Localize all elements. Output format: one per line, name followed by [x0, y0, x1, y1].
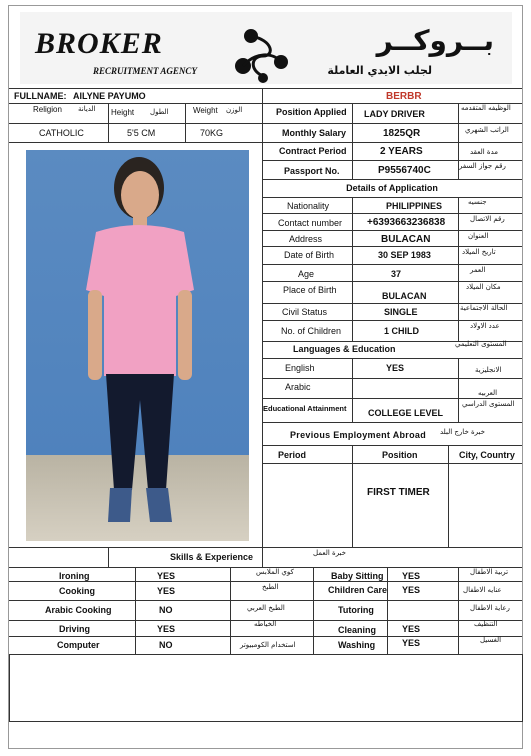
religion-value: CATHOLIC	[39, 128, 84, 138]
skill-label-ar: الطبخ	[262, 583, 279, 591]
skill-label: Arabic Cooking	[45, 605, 112, 615]
arabic-title: بــروكــر	[376, 24, 494, 57]
height-label: Height	[111, 108, 135, 117]
detail-label: No. of Children	[281, 326, 342, 336]
logo-icon	[233, 26, 295, 84]
weight-value: 70KG	[200, 128, 224, 138]
skill-label-ar: الطبخ العربي	[247, 604, 285, 612]
religion-label: Religion	[33, 105, 62, 114]
salary-label: Monthly Salary	[282, 128, 347, 138]
skill-value: NO	[159, 640, 173, 650]
contract-label-ar: مدة العقد	[470, 148, 498, 156]
detail-label: Place of Birth	[283, 285, 337, 295]
detail-label: Age	[298, 269, 315, 279]
detail-value: BULACAN	[381, 234, 431, 245]
skill-value: YES	[157, 571, 176, 581]
detail-value: SINGLE	[384, 307, 418, 317]
skill-label-ar: رعاية الاطفال	[470, 604, 510, 612]
passport-label: Passport No.	[284, 166, 340, 176]
skill-label-ar: الخياطه	[254, 620, 277, 628]
skill-value: YES	[402, 624, 421, 634]
passport-label-ar: رقم جواز السفر	[459, 162, 506, 170]
applicant-photo	[26, 150, 249, 541]
detail-label-ar: العنوان	[468, 232, 489, 240]
detail-value: BULACAN	[382, 291, 427, 301]
skills-heading: Skills & Experience	[170, 552, 254, 562]
employment-col-period: Period	[278, 450, 307, 460]
education-label: Educational Attainment	[263, 404, 347, 413]
weight-label: Weight	[193, 106, 218, 115]
detail-label: Civil Status	[282, 307, 328, 317]
contract-label: Contract Period	[279, 146, 347, 156]
weight-label-ar: الوزن	[226, 106, 243, 114]
fullname-label: FULLNAME:	[14, 91, 67, 101]
skill-label-ar: تربية الاطفال	[470, 568, 509, 576]
brand-title: BROKER	[35, 27, 163, 60]
skill-label-ar: كوي الملابس	[256, 568, 294, 576]
skill-label: Computer	[57, 640, 100, 650]
details-heading: Details of Application	[346, 183, 438, 193]
education-label-ar: المستوى الدراسي	[462, 400, 515, 408]
fullname-value: AILYNE PAYUMO	[73, 91, 146, 101]
detail-label-ar: رقم الاتصال	[470, 215, 505, 223]
employment-entry: FIRST TIMER	[367, 487, 430, 498]
skill-label: Washing	[338, 640, 376, 650]
skill-value: YES	[157, 586, 176, 596]
skill-label-ar: الغسيل	[480, 636, 502, 644]
arabic-label-ar: العربيه	[478, 389, 498, 397]
salary-label-ar: الراتب الشهري	[465, 126, 509, 134]
detail-value: 37	[391, 269, 402, 279]
position-label-ar: الوظيفه المتقدمه	[461, 104, 511, 112]
languages-heading: Languages & Education	[293, 344, 396, 354]
skill-label-ar: عنايه الاطفال	[463, 586, 502, 594]
english-value: YES	[386, 363, 405, 373]
skill-label: Baby Sitting	[331, 571, 384, 581]
religion-label-ar: الديانة	[78, 105, 96, 113]
english-label-ar: الانجليزية	[475, 366, 502, 374]
arabic-subtitle: لجلب الايدي العاملة	[327, 64, 432, 77]
english-label: English	[285, 363, 315, 373]
person-figure-icon	[26, 150, 249, 541]
detail-label-ar: عدد الاولاد	[470, 322, 500, 330]
languages-heading-ar: المستوى التعليمي	[455, 340, 507, 348]
salary-value: 1825QR	[383, 128, 421, 139]
skill-label-ar: استخدام الكومبيوتر	[240, 641, 296, 649]
contract-value: 2 YEARS	[380, 146, 423, 157]
skill-label: Cleaning	[338, 625, 377, 635]
skills-heading-ar: خبرة العمل	[313, 549, 346, 557]
employment-col-city: City, Country	[459, 450, 515, 460]
education-value: COLLEGE LEVEL	[368, 408, 444, 418]
height-value: 5'5 CM	[127, 128, 156, 138]
detail-value: PHILIPPINES	[386, 201, 443, 211]
skill-label: Cooking	[59, 586, 95, 596]
skill-value: YES	[157, 624, 176, 634]
detail-label: Date of Birth	[284, 250, 335, 260]
brand-subtitle: RECRUITMENT AGENCY	[93, 66, 197, 76]
height-label-ar: الطول	[150, 108, 169, 116]
detail-label: Contact number	[278, 218, 343, 228]
detail-label-ar: تاريخ الميلاد	[462, 248, 496, 256]
skill-value: YES	[402, 585, 421, 595]
skill-value: YES	[402, 571, 421, 581]
detail-label: Nationality	[287, 201, 330, 211]
header	[20, 12, 512, 84]
detail-value: +6393663236838	[367, 217, 446, 228]
detail-label-ar: العمر	[470, 266, 486, 274]
position-value: LADY DRIVER	[364, 109, 425, 119]
skill-label: Children Care	[328, 585, 388, 595]
position-label: Position Applied	[276, 107, 347, 117]
skill-label: Tutoring	[338, 605, 374, 615]
detail-value: 30 SEP 1983	[378, 250, 431, 260]
passport-value: P9556740C	[378, 165, 431, 176]
employment-heading-ar: خبرة خارج البلد	[440, 428, 485, 436]
skill-label-ar: التنظيف	[474, 620, 498, 628]
detail-label-ar: الحالة الاجتماعية	[460, 304, 508, 312]
skill-label: Ironing	[59, 571, 90, 581]
arabic-label: Arabic	[285, 382, 311, 392]
skill-value: YES	[402, 638, 421, 648]
skill-value: NO	[159, 605, 173, 615]
detail-value: 1 CHILD	[384, 326, 420, 336]
employment-heading: Previous Employment Abroad	[290, 430, 426, 440]
remarks-box	[9, 654, 523, 722]
detail-label-ar: جنسيه	[468, 198, 487, 206]
applicant-code: BERBR	[386, 91, 422, 102]
employment-col-position: Position	[382, 450, 418, 460]
skill-label: Driving	[59, 624, 91, 634]
detail-label-ar: مكان الميلاد	[466, 283, 501, 291]
detail-label: Address	[289, 234, 323, 244]
